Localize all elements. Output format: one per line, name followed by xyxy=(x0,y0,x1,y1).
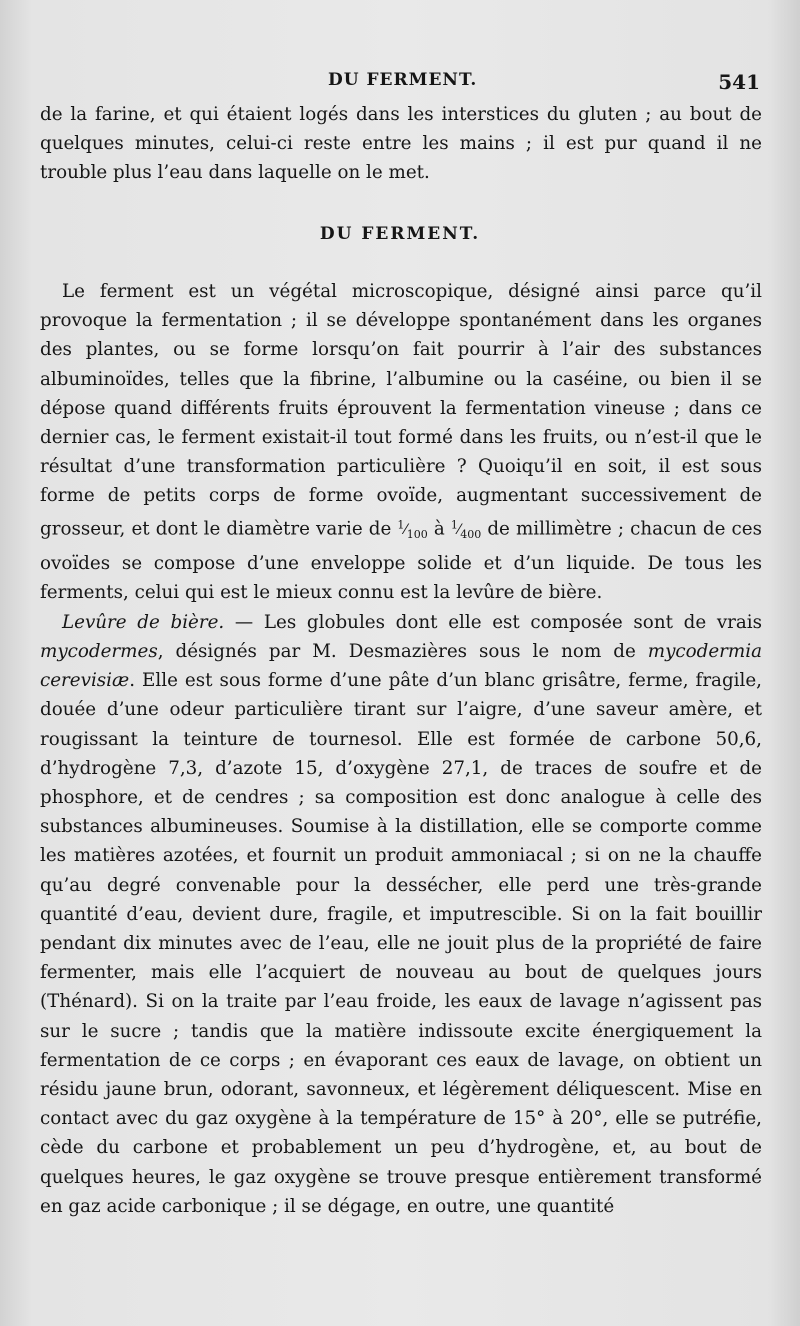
running-title: DU FERMENT. xyxy=(328,70,478,90)
para2-italic-mycodermes: mycodermes xyxy=(40,640,158,662)
para2-italic-species: mycodermia cerevisiæ xyxy=(40,640,762,692)
page-number: 541 xyxy=(718,70,760,94)
intro-text-block xyxy=(40,100,762,188)
paragraph-ferment xyxy=(40,277,762,608)
section-heading: DU FERMENT. xyxy=(319,224,481,244)
intro-paragraph: de la farine, et qui étaient logés dans les interstices du gluten ; au bout de quelques minutes, celui-ci reste entre les mains ; il est pur quand il ne trouble plus l’eau dans laquelle on le met. xyxy=(40,104,762,184)
para2-text-a: Les globules dont elle est composée sont de vrais xyxy=(263,611,763,633)
levure-title: Levûre de bière. xyxy=(62,611,225,633)
para1-text-b: à xyxy=(427,518,451,540)
levure-dash: — xyxy=(224,611,264,633)
fraction-one-hundredth: $^1⁄_{100}$ xyxy=(397,518,428,542)
page-header xyxy=(40,70,760,98)
main-text-block xyxy=(40,277,762,1221)
para2-text-c: . Elle est sous forme d’une pâte d’un blanc grisâtre, ferme, fragile, douée d’une odeur particulière tirant sur l’aigre, d’une saveur amère, et rougissant la teinture de tournesol. Elle est formée de carbone 50,6, d’hydrogène 7,3, d’azote 15, d’oxygène 27,1, de traces de soufre et de phosphore, et de cendres ; sa composition est donc analogue à celle des substances albumineuses. Soumise à la distillation, elle se comporte comme les matières azotées, et fournit un produit ammoniacal ; si on ne la chauffe qu’au degré convenable pour la dessécher, elle perd une très-grande quantité d’eau, devient dure, fragile, et imputrescible. Si on la fait bouillir pendant dix minutes avec de l’eau, elle ne jouit plus de la propriété de faire fermenter, mais elle l’acquiert de nouveau au bout de quelques jours (Thénard). Si on la traite par l’eau froide, les eaux de lavage n’agissent pas sur le sucre ; tandis que la matière indissoute excite énergiquement la fermentation de ce corps ; en évaporant ces eaux de lavage, on obtient un résidu jaune brun, odorant, savonneux, et légèrement déliquescent. Mise en contact avec du gaz oxygène à la température de 15° à 20°, elle se putréfie, cède du carbone et probablement un peu d’hydrogène, et, au bout de quelques heures, le gaz oxygène se trouve presque entièrement transformé en gaz acide carbonique ; il se dégage, en outre, une quantité xyxy=(40,670,762,1217)
para2-text-b: , désignés par M. Desmazières sous le nom de xyxy=(157,640,648,662)
fraction-one-four-hundredth: $^1⁄_{400}$ xyxy=(450,518,482,542)
para1-text-a: Le ferment est un végétal microscopique, désigné ainsi parce qu’il provoque la fermentation ; il se développe spontanément dans les organes des plantes, ou se forme lorsqu’on fait pourrir à l’air des substances albuminoïdes, telles que la fibrine, l’albumine ou la caséine, ou bien il se dépose quand différents fruits éprouvent la fermentation vineuse ; dans ce dernier cas, le ferment existait-il tout formé dans les fruits, ou n’est-il que le résultat d’une transformation particulière ? Quoiqu’il en soit, il est sous forme de petits corps de forme ovoïde, augmentant successivement de grosseur, et dont le diamètre varie de xyxy=(40,281,762,540)
paragraph-levure xyxy=(40,608,762,1221)
para1-text-c: de millimètre ; chacun de ces ovoïdes se compose d’une enveloppe solide et d’un liquide. De tous les ferments, celui qui est le mieux connu est la levûre de bière. xyxy=(40,518,762,604)
